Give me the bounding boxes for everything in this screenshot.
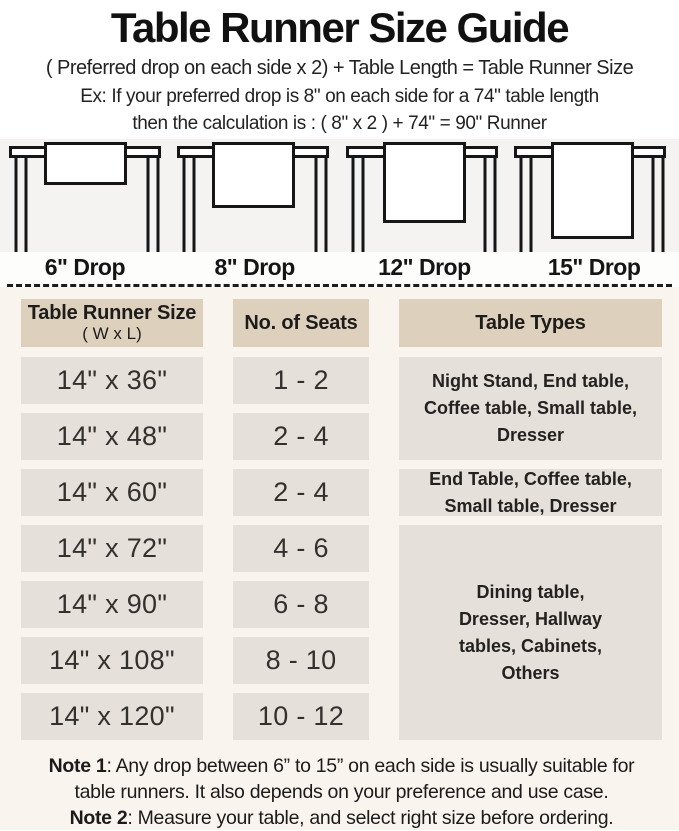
table-illustration-8-drop <box>175 141 335 252</box>
table-types-cell-small: Night Stand, End table, Coffee table, Small table, Dresser <box>399 357 662 460</box>
seats-cell: 10 - 12 <box>233 693 369 740</box>
drop-label-12: 12" Drop <box>378 254 471 280</box>
column-header-types: Table Types <box>399 299 662 347</box>
header-section <box>0 0 679 135</box>
size-cell: 14" x 120" <box>21 693 203 740</box>
drop-label-8: 8" Drop <box>214 254 295 280</box>
table-illustration-12-drop <box>344 141 504 252</box>
drop-label-15: 15" Drop <box>547 254 641 280</box>
seats-cell: 2 - 4 <box>233 413 369 460</box>
page-title: Table Runner Size Guide <box>110 4 569 51</box>
seats-cell: 4 - 6 <box>233 525 369 572</box>
drop-illustrations <box>0 139 679 252</box>
seats-cell: 2 - 4 <box>233 469 369 516</box>
note-1-line-2: table runners. It also depends on your preference and use case. <box>74 781 609 803</box>
size-cell: 14" x 72" <box>21 525 203 572</box>
size-cell: 14" x 108" <box>21 637 203 684</box>
formula-text: ( Preferred drop on each side x 2) + Table Length = Table Runner Size <box>45 57 634 79</box>
column-table-types <box>399 299 662 740</box>
table-types-cell-medium: End Table, Coffee table, Small table, Dresser <box>399 469 662 516</box>
size-cell: 14" x 90" <box>21 581 203 628</box>
size-table <box>21 299 662 740</box>
note-1-label: Note 1 <box>48 755 107 777</box>
example-line-2: then the calculation is : ( 8" x 2 ) + 74" = 90" Runner <box>132 113 547 134</box>
seats-cell: 8 - 10 <box>233 637 369 684</box>
drop-label-6: 6" Drop <box>44 254 125 280</box>
column-header-size <box>21 299 203 347</box>
seats-cell: 1 - 2 <box>233 357 369 404</box>
example-line-1: Ex: If your preferred drop is 8" on each side for a 74" table length <box>80 86 599 107</box>
column-runner-size <box>21 299 203 740</box>
size-cell: 14" x 60" <box>21 469 203 516</box>
column-seats <box>233 299 369 740</box>
size-cell: 14" x 36" <box>21 357 203 404</box>
drop-labels-row <box>0 252 679 284</box>
note-2-line: Note 2: Measure your table, and select right size before ordering. <box>69 807 614 829</box>
note-1-line-1: Note 1: Any drop between 6” to 15” on each side is usually suitable for <box>48 755 635 777</box>
seats-cell: 6 - 8 <box>233 581 369 628</box>
size-cell: 14" x 48" <box>21 413 203 460</box>
column-header-size-line2: ( W x L) <box>82 324 142 343</box>
table-illustration-15-drop <box>512 141 672 252</box>
notes-section <box>21 753 662 831</box>
table-types-cell-large: Dining table, Dresser, Hallway tables, Cabinets, Others <box>399 525 662 740</box>
column-header-size-line1: Table Runner Size <box>27 302 197 324</box>
column-header-seats: No. of Seats <box>233 299 369 347</box>
table-illustration-6-drop <box>7 141 167 252</box>
note-2-label: Note 2 <box>69 807 128 829</box>
size-table-section <box>0 287 679 830</box>
